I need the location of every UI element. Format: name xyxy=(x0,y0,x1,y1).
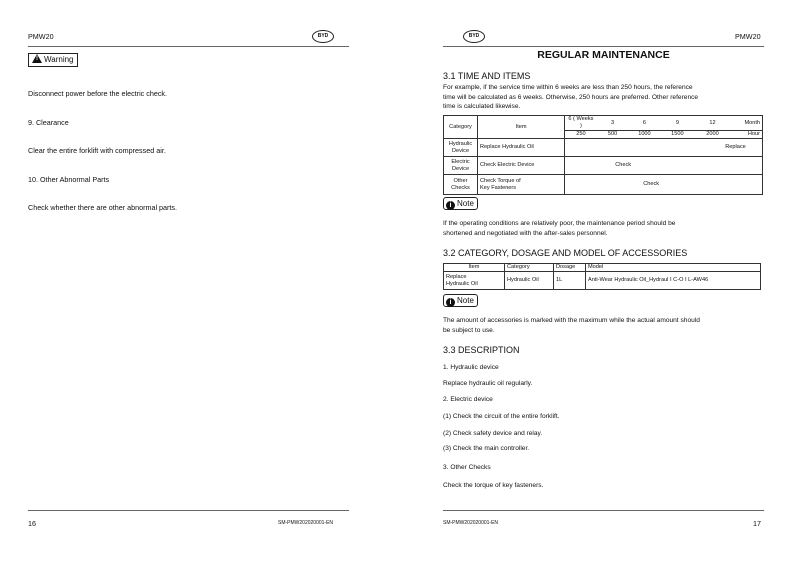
note-line: The amount of accessories is marked with the maximum while the actual amount should xyxy=(443,317,700,324)
section-heading: 3.3 DESCRIPTION xyxy=(443,345,520,355)
row-model: Anti-Wear Hydraulic Oil_Hydraul Ⅰ C-O Ⅰ L-AW46 xyxy=(586,272,761,290)
section-heading: 9. Clearance xyxy=(28,118,69,127)
note-label: Note xyxy=(457,199,474,208)
description-line: 2. Electric device xyxy=(443,396,493,403)
row-category: Electric Device xyxy=(444,157,478,175)
row-item: Check Electric Device xyxy=(478,157,565,175)
header-week: 6 xyxy=(628,116,660,131)
header-model: Model xyxy=(586,264,761,272)
header-hour: 500 xyxy=(597,131,629,139)
description-line: Check the torque of key fasteners. xyxy=(443,482,544,489)
description-line: (3) Check the main controller. xyxy=(443,445,530,452)
doc-code: SM-PMW202020001-EN xyxy=(443,520,499,526)
intro-line: time will be calculated as 6 weeks. Otherwise, 250 hours are preferred. Other reference xyxy=(443,94,699,101)
paragraph: Disconnect power before the electric check. xyxy=(28,89,168,98)
row-item: Replace Hydraulic Oil xyxy=(444,272,505,290)
description-line: 3. Other Checks xyxy=(443,464,491,471)
table-row xyxy=(444,157,763,175)
page-number: 16 xyxy=(28,519,36,528)
info-icon: i xyxy=(446,201,455,210)
note-line: If the operating conditions are relatively poor, the maintenance period should be xyxy=(443,220,676,227)
table-row xyxy=(444,272,761,290)
header-weeks-label: 6 ( Weeks ) xyxy=(565,116,597,131)
row-action: Check xyxy=(565,175,763,195)
maintenance-schedule-table xyxy=(443,115,763,195)
paragraph: Check whether there are other abnormal parts. xyxy=(28,203,178,212)
header-model: PMW20 xyxy=(735,32,761,41)
left-page xyxy=(0,0,396,561)
intro-line: For example, if the service time within 6 weeks are less than 250 hours, the reference xyxy=(443,84,693,91)
note-box xyxy=(443,197,478,210)
paragraph: Clear the entire forklift with compressed air. xyxy=(28,146,166,155)
header-rule xyxy=(443,46,764,47)
row-dosage: 1L xyxy=(554,272,586,290)
row-category: Other Checks xyxy=(444,175,478,195)
note-line: shortened and negotiated with the after-sales personnel. xyxy=(443,230,608,237)
header-month: Month xyxy=(731,116,763,131)
header-item: Item xyxy=(444,264,505,272)
header-hour: 1000 xyxy=(628,131,660,139)
doc-code: SM-PMW202020001-EN xyxy=(278,520,334,526)
byd-logo: BYD xyxy=(463,30,485,43)
accessories-table xyxy=(443,263,761,290)
description-line: Replace hydraulic oil regularly. xyxy=(443,380,533,387)
right-page xyxy=(396,0,793,561)
header-hour: 250 xyxy=(565,131,597,139)
header-week: 3 xyxy=(597,116,629,131)
header-week: 12 xyxy=(694,116,730,131)
description-line: (2) Check safety device and relay. xyxy=(443,430,543,437)
page-title: REGULAR MAINTENANCE xyxy=(537,49,670,61)
row-item: Replace Hydraulic Oil xyxy=(478,139,565,157)
row-category: Hydraulic Device xyxy=(444,139,478,157)
header-category: Category xyxy=(505,264,554,272)
page-number: 17 xyxy=(753,519,761,528)
table-row xyxy=(444,175,763,195)
header-hour: 1500 xyxy=(660,131,694,139)
warning-label: Warning xyxy=(44,55,74,64)
description-line: 1. Hydraulic device xyxy=(443,364,499,371)
header-week: 9 xyxy=(660,116,694,131)
intro-line: time is calculated likewise. xyxy=(443,103,521,110)
description-line: (1) Check the circuit of the entire forklift. xyxy=(443,413,560,420)
byd-logo: BYD xyxy=(312,30,334,43)
note-label: Note xyxy=(457,296,474,305)
note-line: be subject to use. xyxy=(443,327,495,334)
section-heading: 3.1 TIME AND ITEMS xyxy=(443,71,531,81)
header-hour-label: Hour xyxy=(731,131,763,139)
row-item: Check Torque of Key Fasteners xyxy=(478,175,565,195)
header-category: Category xyxy=(444,116,478,139)
header-hour: 2000 xyxy=(694,131,730,139)
section-heading: 10. Other Abnormal Parts xyxy=(28,175,110,184)
footer-rule xyxy=(28,510,349,511)
section-heading: 3.2 CATEGORY, DOSAGE AND MODEL OF ACCESSORIES xyxy=(443,248,688,258)
warning-box xyxy=(28,53,78,67)
info-icon: i xyxy=(446,298,455,307)
header-model: PMW20 xyxy=(28,32,54,41)
note-box xyxy=(443,294,478,307)
row-action: Replace xyxy=(565,139,763,157)
row-category: Hydraulic Oil xyxy=(505,272,554,290)
header-dosage: Dosage xyxy=(554,264,586,272)
table-row xyxy=(444,139,763,157)
footer-rule xyxy=(443,510,764,511)
row-action: Check xyxy=(565,157,763,175)
header-rule xyxy=(28,46,349,47)
header-item: Item xyxy=(478,116,565,139)
warning-icon: ! xyxy=(32,54,42,63)
